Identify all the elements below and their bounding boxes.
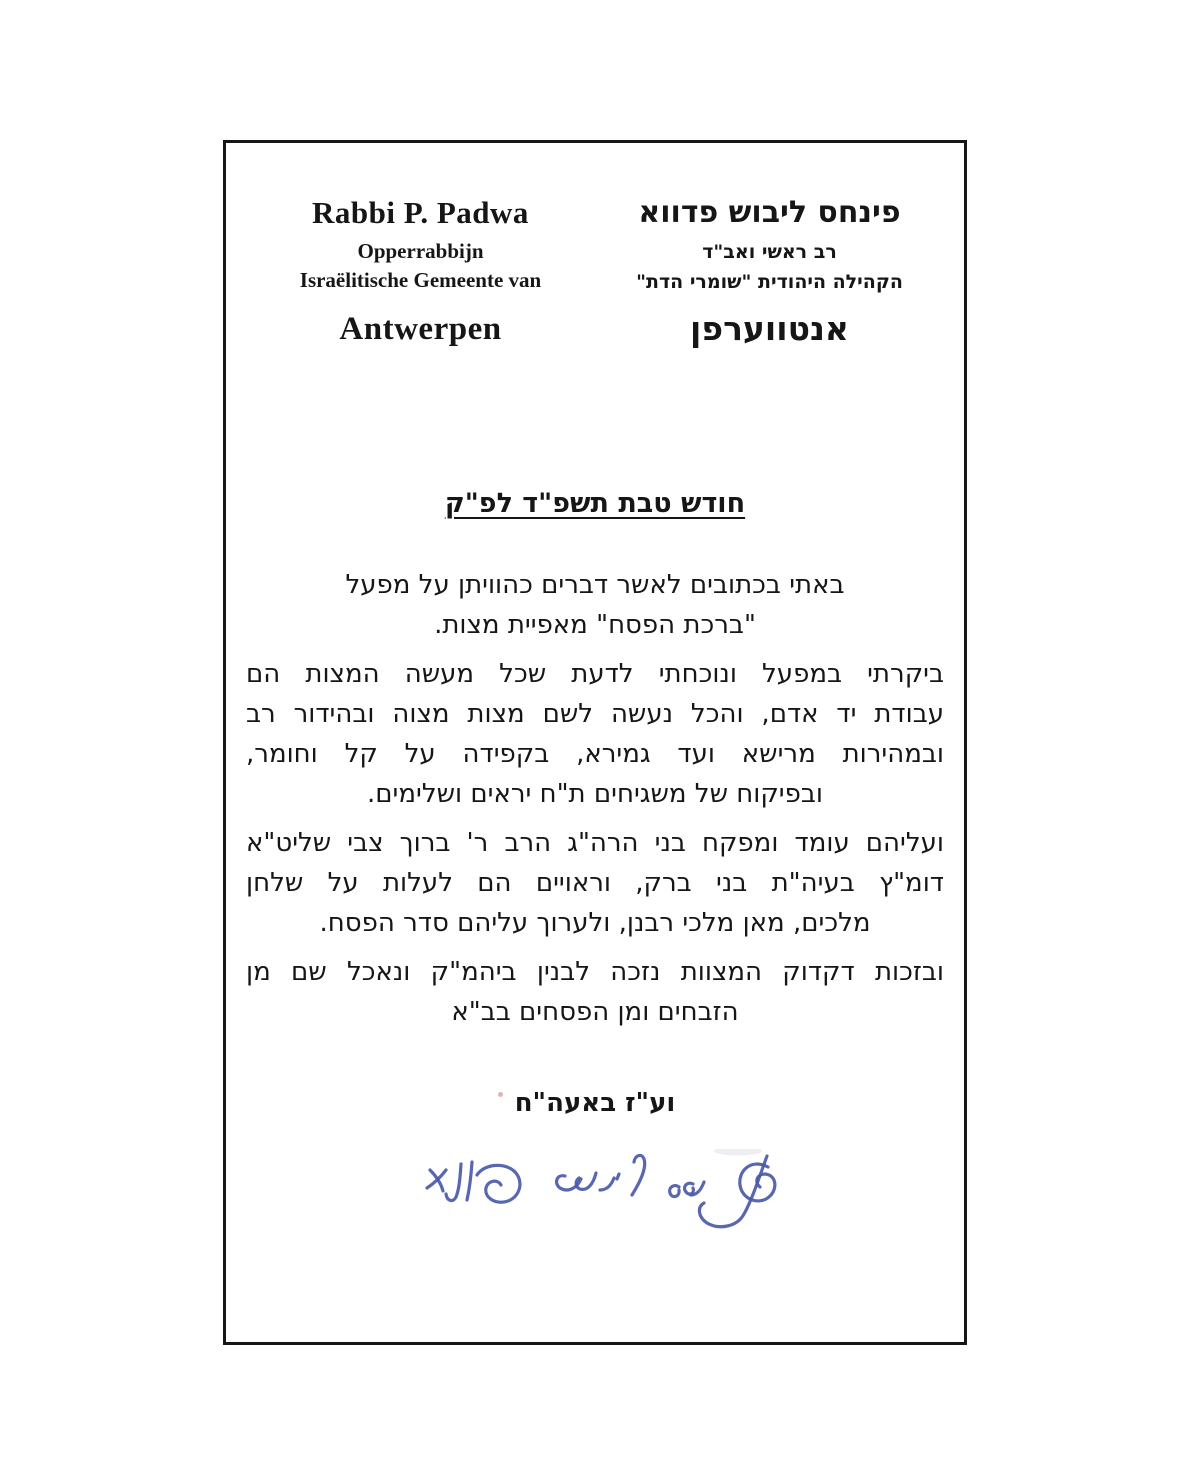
letter-body <box>246 565 944 1032</box>
rabbi-title-hebrew: רב ראשי ואב"ד <box>702 241 837 263</box>
paragraph-2 <box>246 654 944 814</box>
signature-stroke <box>685 1183 694 1194</box>
paragraph-line: "ברכת הפסח" מאפיית מצות. <box>434 610 756 640</box>
paragraph-line: עבודת יד אדם, והכל נעשה לשם מצות מצוה ובהידור רב <box>246 699 944 729</box>
closing-formula: וע"ז באעה"ח <box>514 1088 676 1118</box>
certificate-page <box>223 140 967 1345</box>
paragraph-line: באתי בכתובים לאשר דברים כהוויתן על מפעל <box>345 570 845 600</box>
signature-stroke <box>467 1162 472 1200</box>
signature-stroke <box>670 1186 679 1197</box>
paragraph-line: ועליהם עומד ומפקח בני הרה"ג הרב ר' ברוך צבי שליט"א <box>246 828 944 858</box>
community-name-hebrew: הקהילה היהודית "שומרי הדת" <box>636 271 903 293</box>
city-hebrew: אנטווערפן <box>690 309 849 348</box>
rabbi-title-latin: Opperrabbijn <box>357 239 484 263</box>
paragraph-line: מלכים, מאן מלכי רבנן, ולערוך עליהם סדר הפסח. <box>319 908 871 938</box>
city-latin: Antwerpen <box>339 311 502 347</box>
paragraph-line: ובזכות דקדוק המצוות נזכה לבנין ביהמ"ק ונאכל שם מן <box>246 957 944 987</box>
paragraph-line: ובפיקוח של משגיחים ת"ח יראים ושלימים. <box>367 779 823 809</box>
signature-stroke <box>600 1178 614 1190</box>
rabbi-name-latin: Rabbi P. Padwa <box>312 195 529 230</box>
letterhead <box>246 195 944 348</box>
paragraph-4 <box>246 952 944 1032</box>
community-name-latin: Israëlitische Gemeente van <box>299 268 542 292</box>
date-heading: חודש טבת תשפ"ד לפ"ק <box>444 488 746 519</box>
ink-smudge <box>714 1149 762 1156</box>
paragraph-line: ביקרתי במפעל ונוכחתי לדעת שכל מעשה המצות הם <box>246 659 944 689</box>
ink-dot-artifact <box>498 1092 503 1097</box>
paragraph-line: הזבחים ומן הפסחים בב"א <box>451 997 739 1027</box>
signature-stroke <box>699 1156 767 1227</box>
paragraph-3 <box>246 823 944 943</box>
signature-stroke <box>617 1174 619 1179</box>
letterhead-hebrew <box>595 195 944 348</box>
signature-stroke <box>632 1155 645 1195</box>
handwritten-signature <box>406 1149 796 1259</box>
paragraph-line: דומ"ץ בעיה"ת בני ברק, וראויים הם לעלות על שלחן <box>246 868 944 898</box>
signature-ink-svg <box>406 1149 796 1259</box>
signature-stroke <box>446 1164 461 1201</box>
letterhead-latin <box>246 195 595 348</box>
paragraph-line: ובמהירות מרישא ועד גמירא, בקפידה על קל וחומר, <box>246 739 944 769</box>
rabbi-name-hebrew: פינחס ליבוש פדווא <box>638 195 901 230</box>
signature-stroke <box>477 1165 520 1202</box>
paragraph-1 <box>246 565 944 645</box>
